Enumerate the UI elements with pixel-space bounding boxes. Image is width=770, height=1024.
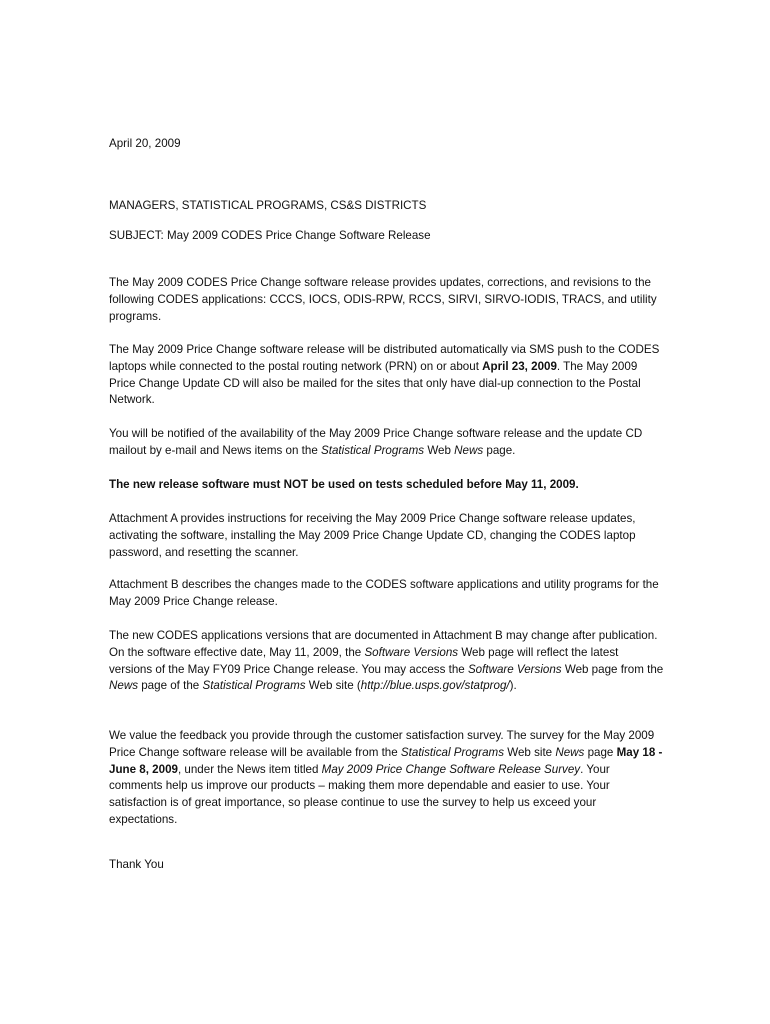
paragraph-notification: [109, 426, 664, 460]
versions-text-end: ).: [509, 679, 517, 693]
paragraph-applications: The May 2009 CODES Price Change software release provides updates, corrections, and revisions to the following CODES applications: CCCS, IOCS, ODIS-RPW, RCCS, SIRVI, SIRVO-IODIS, TRACS, and utility programs.: [109, 276, 657, 323]
closing: Thank You: [109, 858, 164, 871]
paragraph-distribution: [109, 342, 664, 409]
versions-text-5: Web site (: [305, 679, 361, 693]
software-versions-ref: Software Versions: [364, 645, 459, 659]
notification-text-web: Web: [424, 443, 455, 457]
versions-text-2: Web page will reflect the latest versions of the May FY09 Price Change release. You may access the: [109, 645, 619, 676]
paragraph-attachment-b: Attachment B describes the changes made to the CODES software applications and utility programs for the May 2009 Price Change release.: [109, 578, 659, 608]
survey-text: We value the feedback you provide through the customer satisfaction survey. The survey for the May 2009 Price Change software release will be available from the: [109, 729, 655, 759]
subject-line: SUBJECT: May 2009 CODES Price Change Software Release: [109, 229, 431, 242]
news-ref: News: [454, 443, 484, 457]
statistical-programs-ref: Statistical Programs: [321, 443, 425, 457]
versions-text-4: page of the: [138, 679, 203, 693]
warning-notice: The new release software must NOT be used on tests scheduled before May 11, 2009.: [109, 478, 579, 491]
software-versions-ref-2: Software Versions: [467, 662, 562, 676]
notification-text: You will be notified of the availability of the May 2009 Price Change software release and the update CD mailout by e-mail and News items on the: [109, 427, 643, 457]
survey-text-4: , under the News item titled: [177, 762, 322, 776]
survey-text-2: Web site: [504, 745, 556, 759]
news-ref-3: News: [555, 745, 585, 759]
news-ref-2: News: [109, 679, 138, 693]
letter-date: April 20, 2009: [109, 137, 181, 150]
statprog-url: http://blue.usps.gov/statprog/: [360, 679, 510, 693]
paragraph-attachment-a: Attachment A provides instructions for receiving the May 2009 Price Change software release updates, activating the software, installing the May 2009 Price Change Update CD, changing the CODES laptop password, and resetting the scanner.: [109, 512, 636, 559]
distribution-date: April 23, 2009: [482, 359, 557, 373]
distribution-text-end: . The May 2009 Price Change Update CD will also be mailed for the sites that only have dial-up connection to the Postal Network.: [109, 359, 641, 407]
distribution-text: The May 2009 Price Change software release will be distributed automatically via SMS push to the CODES laptops while connected to the postal routing network (PRN) on or about: [109, 343, 660, 373]
statistical-programs-ref-3: Statistical Programs: [400, 745, 505, 759]
paragraph-versions: [109, 628, 664, 695]
statistical-programs-ref-2: Statistical Programs: [202, 679, 306, 693]
survey-dates: May 18 - June 8, 2009: [109, 745, 663, 776]
survey-text-end: . Your comments help us improve our products – making them more dependable and easier to use. Your satisfaction is of great importance, so please continue to use the survey to help us exceed your expectations.: [109, 762, 610, 826]
survey-text-3: page: [584, 745, 617, 759]
addressee: MANAGERS, STATISTICAL PROGRAMS, CS&S DISTRICTS: [109, 199, 427, 212]
versions-text-3: Web page from the: [561, 662, 664, 676]
survey-title-ref: May 2009 Price Change Software Release Survey: [321, 762, 581, 776]
versions-text: The new CODES applications versions that are documented in Attachment B may change after publication. On the software effective date, May 11, 2009, the: [109, 629, 658, 659]
paragraph-survey: [109, 728, 664, 829]
notification-text-end: page.: [483, 443, 516, 457]
